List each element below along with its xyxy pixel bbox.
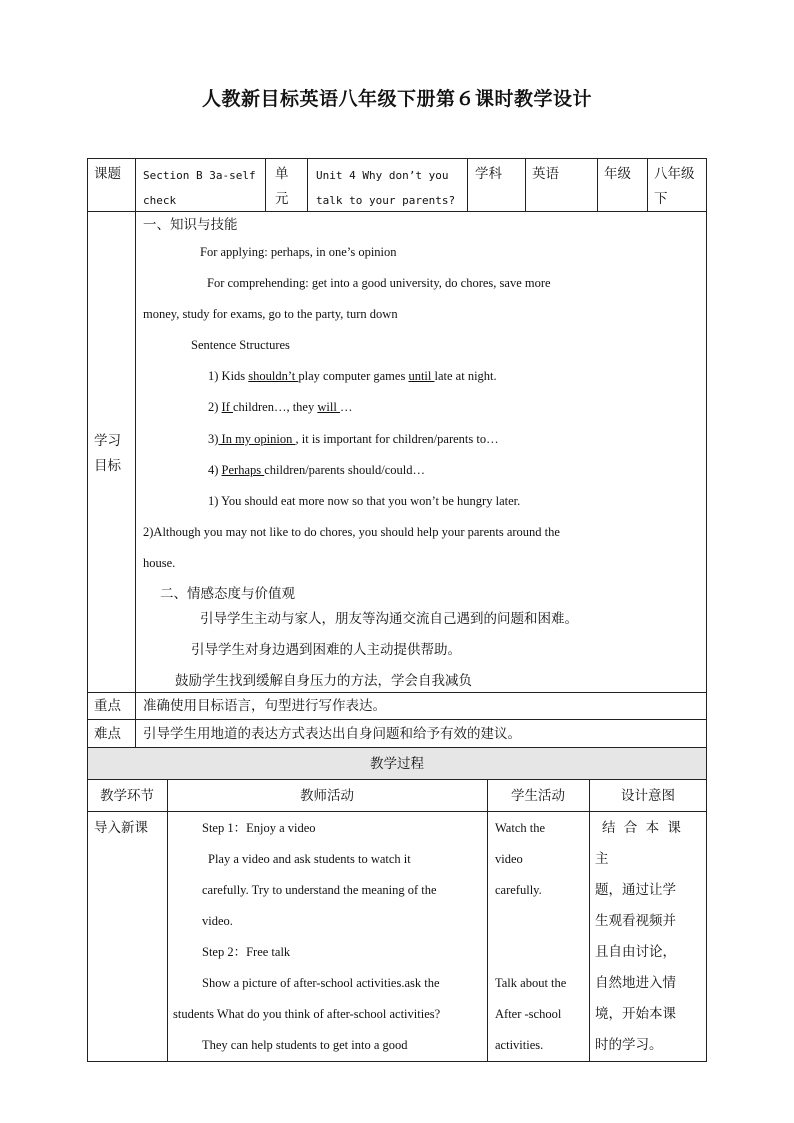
column-divider [135, 158, 136, 748]
table-border [87, 158, 707, 159]
column-divider [597, 158, 598, 212]
column-divider [647, 158, 648, 212]
row-divider [87, 719, 707, 720]
row-divider [87, 692, 707, 693]
teacher-line: Play a video and ask students to watch it [208, 852, 411, 866]
structure-sentence-2: 2) If children…, they will … [208, 400, 353, 414]
intent-line: 境，开始本课 [595, 1006, 676, 1022]
intent-line: 主 [595, 851, 609, 867]
row-divider [87, 747, 707, 748]
column-divider [307, 158, 308, 212]
row-divider [87, 211, 707, 212]
student-line: activities. [495, 1038, 544, 1052]
student-line: Talk about the [495, 976, 567, 990]
unit-value-line2: talk to your parents? [316, 194, 456, 207]
value-line-1: 引导学生主动与家人，朋友等沟通交流自己遇到的问题和困难。 [200, 611, 578, 627]
subject-label: 学科 [475, 166, 502, 182]
column-divider [487, 779, 488, 1062]
column-divider [265, 158, 266, 212]
grade-label: 年级 [604, 166, 631, 182]
intent-line: 生观看视频并 [595, 913, 676, 929]
page-title: 人教新目标英语八年级下册第６课时教学设计 [201, 88, 592, 110]
section-knowledge-title: 一、知识与技能 [143, 217, 238, 233]
section-values-title: 二、情感态度与价值观 [160, 586, 295, 602]
column-divider [525, 158, 526, 212]
comprehending-line2: money, study for exams, go to the party, turn down [143, 307, 398, 321]
subject-value: 英语 [532, 166, 559, 182]
unit-label-line1: 单 [275, 166, 289, 182]
topic-value-line2: check [143, 194, 177, 207]
topic-label: 课题 [94, 166, 121, 182]
structures-title: Sentence Structures [191, 338, 290, 352]
teacher-line: They can help students to get into a good [202, 1038, 408, 1052]
column-divider [467, 158, 468, 212]
difficulty-label: 难点 [94, 726, 121, 742]
intent-line: 题，通过让学 [595, 882, 676, 898]
stage-name: 导入新课 [94, 820, 148, 836]
unit-label-line2: 元 [275, 191, 289, 207]
objectives-label-line2: 目标 [94, 458, 121, 474]
example-sentence-2-line2: house. [143, 556, 176, 570]
intent-line: 结 合 本 课 [602, 820, 683, 836]
value-line-3: 鼓励学生找到缓解自身压力的方法，学会自我减负 [175, 673, 472, 689]
table-border [87, 1061, 707, 1062]
lesson-plan-table [87, 158, 707, 1062]
column-divider [167, 779, 168, 1062]
teacher-line: Show a picture of after-school activities.ask the [202, 976, 440, 990]
teacher-line: Step 1：Enjoy a video [202, 821, 316, 835]
intent-line: 自然地进入情 [595, 975, 676, 991]
column-header-stage: 教学环节 [100, 788, 154, 804]
teacher-line: carefully. Try to understand the meaning of the [202, 883, 437, 897]
example-sentence-2-line1: 2)Although you may not like to do chores, you should help your parents around the [143, 525, 560, 539]
example-sentence-1: 1) You should eat more now so that you won’t be hungry later. [208, 494, 521, 508]
student-line: Watch the [495, 821, 546, 835]
column-divider [589, 779, 590, 1062]
column-header-student: 学生活动 [511, 788, 565, 804]
teacher-line: students What do you think of after-school activities? [173, 1007, 441, 1021]
column-header-intent: 设计意图 [621, 788, 675, 804]
objectives-label-line1: 学习 [94, 433, 121, 449]
grade-value-line2: 下 [654, 191, 668, 207]
row-divider [87, 779, 707, 780]
student-line: video [495, 852, 523, 866]
row-divider [87, 811, 707, 812]
structure-sentence-3: 3) In my opinion , it is important for children/parents to… [208, 432, 499, 446]
grade-value-line1: 八年级 [654, 166, 695, 182]
topic-value-line1: Section B 3a-self [143, 169, 256, 182]
key-point-label: 重点 [94, 698, 121, 714]
applying-line: For applying: perhaps, in one’s opinion [200, 245, 397, 259]
teacher-line: Step 2：Free talk [202, 945, 291, 959]
student-line: After -school [495, 1007, 562, 1021]
column-header-teacher: 教师活动 [300, 788, 354, 804]
structure-sentence-1: 1) Kids shouldn’t play computer games until late at night. [208, 369, 497, 383]
difficulty-text: 引导学生用地道的表达方式表达出自身问题和给予有效的建议。 [143, 726, 521, 742]
intent-line: 时的学习。 [595, 1037, 663, 1053]
key-point-text: 准确使用目标语言，句型进行写作表达。 [143, 698, 386, 714]
teacher-line: video. [202, 914, 233, 928]
structure-sentence-4: 4) Perhaps children/parents should/could… [208, 463, 425, 477]
comprehending-line1: For comprehending: get into a good university, do chores, save more [207, 276, 551, 290]
intent-line: 且自由讨论， [595, 944, 676, 960]
value-line-2: 引导学生对身边遇到困难的人主动提供帮助。 [191, 642, 461, 658]
table-border [706, 158, 707, 1062]
student-line: carefully. [495, 883, 542, 897]
unit-value-line1: Unit 4 Why don’t you [316, 169, 449, 182]
table-border [87, 158, 88, 1062]
process-header: 教学过程 [370, 756, 424, 772]
